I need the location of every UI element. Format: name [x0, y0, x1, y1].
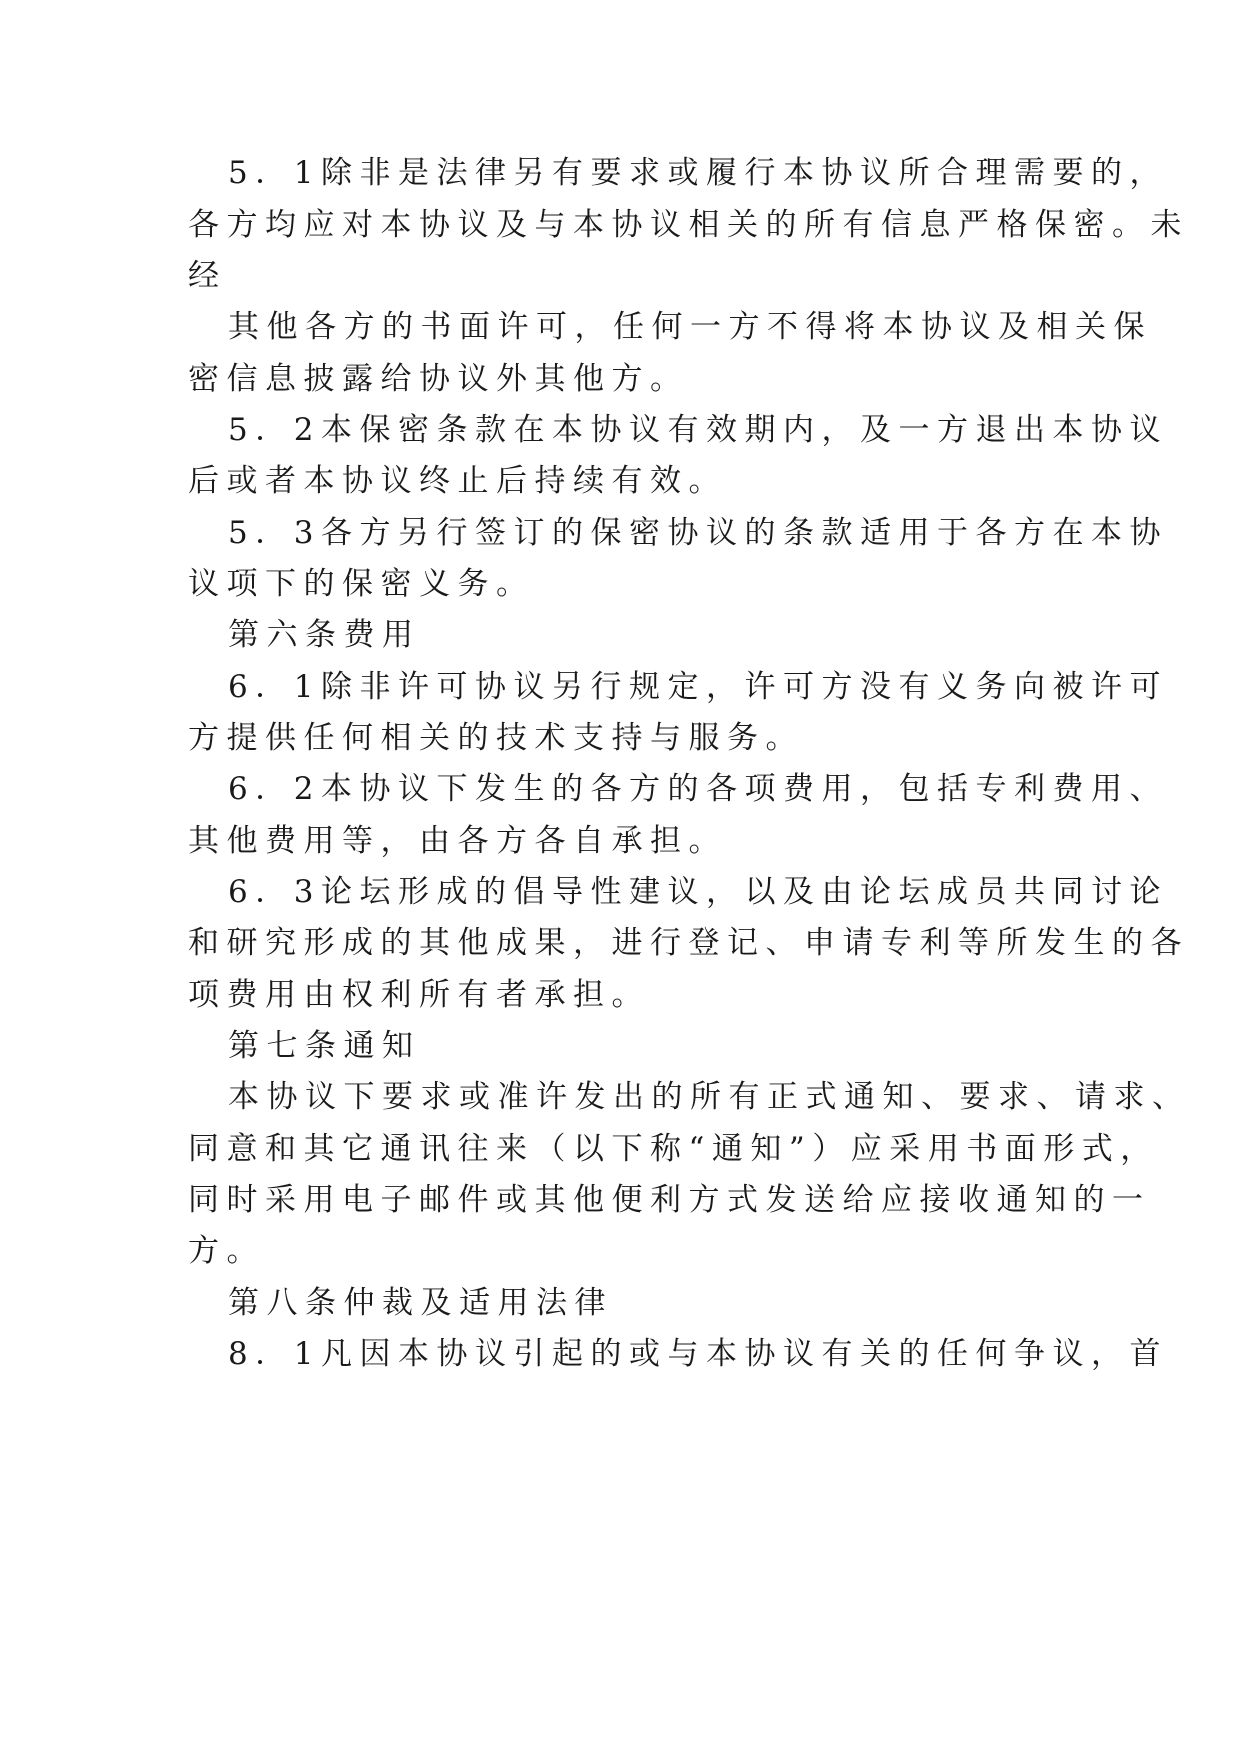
clause-5-1-line-1: 5．1除非是法律另有要求或履行本协议所合理需要的， [228, 155, 1168, 191]
clause-5-1-line-3: 经 [188, 258, 227, 294]
clause-6-3-line-3: 项费用由权利所有者承担。 [188, 977, 650, 1013]
article-8-heading: 第八条仲裁及适用法律 [228, 1285, 613, 1321]
clause-6-3-line-1: 6．3论坛形成的倡导性建议，以及由论坛成员共同讨论 [228, 874, 1168, 910]
clause-5-1-continuation-line-2: 密信息披露给协议外其他方。 [188, 361, 689, 397]
article-7-body-line-2: 同意和其它通讯往来（以下称“通知”）应采用书面形式， [188, 1131, 1159, 1167]
clause-5-2-line-2: 后或者本协议终止后持续有效。 [188, 463, 727, 499]
clause-6-3-line-2: 和研究形成的其他成果，进行登记、申请专利等所发生的各 [188, 925, 1189, 961]
article-7-body-line-3: 同时采用电子邮件或其他便利方式发送给应接收通知的一 [188, 1182, 1151, 1218]
clause-8-1-line-1: 8．1凡因本协议引起的或与本协议有关的任何争议，首 [228, 1336, 1168, 1372]
clause-6-2-line-2: 其他费用等，由各方各自承担。 [188, 823, 727, 859]
clause-5-2-line-1: 5．2本保密条款在本协议有效期内，及一方退出本协议 [228, 412, 1168, 448]
clause-5-3-line-1: 5．3各方另行签订的保密协议的条款适用于各方在本协 [228, 515, 1168, 551]
clause-5-1-continuation-line-1: 其他各方的书面许可，任何一方不得将本协议及相关保 [228, 309, 1152, 345]
article-7-heading: 第七条通知 [228, 1028, 421, 1064]
clause-6-1-line-1: 6．1除非许可协议另行规定，许可方没有义务向被许可 [228, 669, 1168, 705]
clause-5-1-line-2: 各方均应对本协议及与本协议相关的所有信息严格保密。未 [188, 207, 1189, 243]
article-7-body-line-4: 方。 [188, 1233, 265, 1269]
article-6-heading: 第六条费用 [228, 617, 421, 653]
clause-6-1-line-2: 方提供任何相关的技术支持与服务。 [188, 720, 804, 756]
clause-5-3-line-2: 议项下的保密义务。 [188, 566, 535, 602]
clause-6-2-line-1: 6．2本协议下发生的各方的各项费用，包括专利费用、 [228, 771, 1168, 807]
article-7-body-line-1: 本协议下要求或准许发出的所有正式通知、要求、请求、 [228, 1079, 1191, 1115]
